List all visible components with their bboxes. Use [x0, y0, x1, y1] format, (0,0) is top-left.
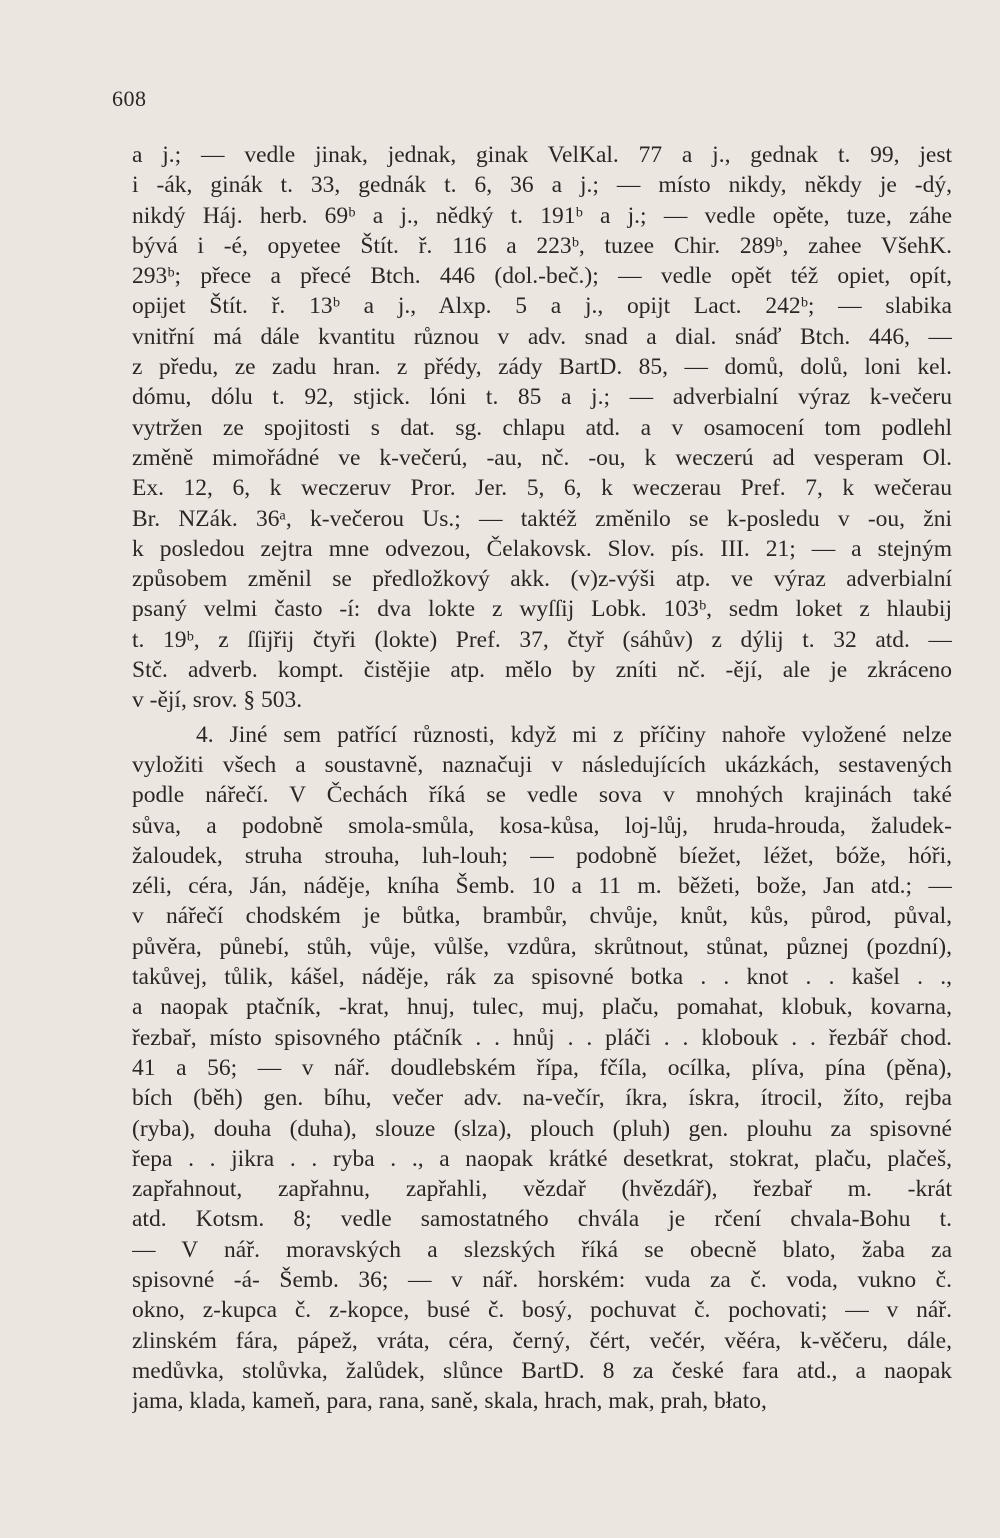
text-line: — V nář. moravských a slezských říká se obecně blato, žaba za — [132, 1236, 952, 1263]
text-line: i -ák, ginák t. 33, gednák t. 6, 36 a j.; — místo nikdy, někdy je -dý, — [132, 172, 952, 199]
text-line: vyložiti všech a soustavně, naznačuji v následujících ukázkách, sestavených — [132, 751, 952, 778]
text-line: jama, klada, kameň, para, rana, saně, skala, hrach, mak, prah, błato, — [132, 1388, 767, 1415]
text-line: změně mimořádné ve k-večerú, -au, nč. -ou, k weczerú ad vesperam Ol. — [132, 444, 952, 471]
text-line: takůvej, tůlik, kášel, náděje, rák za spisovné botka . . knot . . kašel . ., — [132, 964, 952, 991]
text-line: 4. Jiné sem patřící různosti, když mi z příčiny nahoře vyložené nelze — [196, 721, 952, 748]
text-line: zapřahnout, zapřahnu, zapřahli, vězdař (hvězdář), řezbař m. -krát — [132, 1176, 952, 1203]
text-line: 293ᵇ; přece a přecé Btch. 446 (dol.-beč.); — vedle opět též opiet, opít, — [132, 263, 952, 290]
text-line: psaný velmi často -í: dva lokte z wyſſij Lobk. 103ᵇ, sedm loket z hlaubij — [132, 596, 952, 623]
text-line: vnitřní má dále kvantitu různou v adv. snad a dial. snáď Btch. 446, — — [132, 323, 952, 350]
text-line: z předu, ze zadu hran. z přédy, zády BartD. 85, — domů, dolů, loni kel. — [132, 354, 952, 381]
text-line: atd. Kotsm. 8; vedle samostatného chvála je rčení chvala-Bohu t. — [132, 1206, 952, 1233]
text-line: a naopak ptačník, -krat, hnuj, tulec, muj, plaču, pomahat, klobuk, kovarna, — [132, 994, 952, 1021]
text-line: bích (běh) gen. bíhu, večer adv. na-večír, íkra, ískra, ítrocil, žíto, rejba — [132, 1085, 952, 1112]
text-line: a j.; — vedle jinak, jednak, ginak VelKal. 77 a j., gednak t. 99, jest — [132, 142, 952, 168]
text-line: (ryba), douha (duha), slouze (slza), plouch (pluh) gen. plouhu za spisovné — [132, 1115, 952, 1142]
text-line: vytržen ze spojitosti s dat. sg. chlapu atd. a v osamocení tom podlehl — [132, 414, 952, 441]
text-line: řezbař, místo spisovného ptáčník . . hnůj . . pláči . . klobouk . . řezbář chod. — [132, 1024, 952, 1051]
text-line: zlinském fára, pápež, vráta, céra, černý, čért, večér, věéra, k-věčeru, dále, — [132, 1327, 952, 1354]
text-line: nikdý Háj. herb. 69ᵇ a j., nědký t. 191ᵇ a j.; — vedle opěte, tuze, záhe — [132, 202, 952, 229]
text-line: t. 19ᵇ, z ſſijřij čtyři (lokte) Pref. 37, čtyř (sáhův) z dýlij t. 32 atd. — — [132, 626, 952, 653]
paragraph — [132, 720, 952, 1417]
text-line: sůva, a podobně smola-smůla, kosa-kůsa, loj-lůj, hruda-hrouda, žaludek- — [132, 812, 952, 839]
text-block — [132, 140, 952, 1416]
paragraph — [132, 140, 952, 716]
text-line: v -ějí, srov. § 503. — [132, 687, 303, 714]
text-line: k posledou zejtra mne odvezou, Čelakovsk. Slov. pís. III. 21; — a stejným — [132, 535, 952, 562]
text-line: způsobem změnil se předložkový akk. (v)z-výši atp. ve výraz adverbialní — [132, 566, 952, 593]
text-line: zéli, céra, Ján, náděje, kníha Šemb. 10 a 11 m. běžeti, bože, Jan atd.; — — [132, 873, 952, 900]
text-line: 41 a 56; — v nář. doudlebském řípa, fčíla, ocílka, plíva, pína (pěna), — [132, 1054, 952, 1081]
text-line: dómu, dólu t. 92, stjick. lóni t. 85 a j.; — adverbialní výraz k-večeru — [132, 384, 952, 411]
text-line: spisovné -á- Šemb. 36; — v nář. horském: vuda za č. voda, vukno č. — [132, 1266, 952, 1293]
text-line: Br. NZák. 36ᵃ, k-večerou Us.; — taktéž změnilo se k-posledu v -ou, žni — [132, 505, 952, 532]
text-line: opijet Štít. ř. 13ᵇ a j., Alxp. 5 a j., opijt Lact. 242ᵇ; — slabika — [132, 293, 952, 320]
text-line: okno, z-kupca č. z-kopce, busé č. bosý, pochuvat č. pochovati; — v nář. — [132, 1297, 952, 1324]
text-line: podle nářečí. V Čechách říká se vedle sova v mnohých krajinách také — [132, 782, 952, 809]
text-line: řepa . . jikra . . ryba . ., a naopak krátké desetkrat, stokrat, plaču, plačeš, — [132, 1145, 952, 1172]
text-line: půvěra, půnebí, stůh, vůje, vůlše, vzdůra, skrůtnout, stůnat, půznej (pozdní), — [132, 933, 952, 960]
text-line: medůvka, stolůvka, žalůdek, slůnce BartD. 8 za české fara atd., a naopak — [132, 1357, 952, 1384]
text-line: v nářečí chodském je bůtka, brambůr, chvůje, knůt, kůs, půrod, půval, — [132, 903, 952, 930]
text-line: Stč. adverb. kompt. čistějie atp. mělo by zníti nč. -ějí, ale je zkráceno — [132, 657, 952, 684]
page-number: 608 — [112, 86, 147, 111]
text-line: Ex. 12, 6, k weczeruv Pror. Jer. 5, 6, k weczerau Pref. 7, k wečerau — [132, 475, 952, 502]
text-line: bývá i -é, opyetee Štít. ř. 116 a 223ᵇ, tuzee Chir. 289ᵇ, zahee VšehK. — [132, 232, 952, 259]
text-line: žaloudek, struha strouha, luh-louh; — podobně bíežet, léžet, bóže, hóři, — [132, 842, 952, 869]
